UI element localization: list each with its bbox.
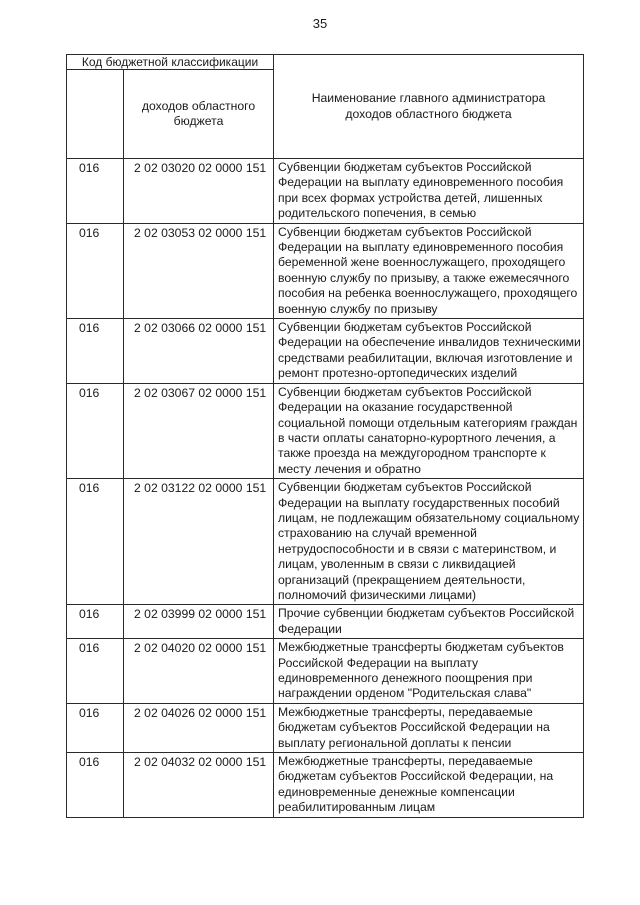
header-admin-name-line2: доходов областного бюджета xyxy=(345,106,512,121)
income-name-cell: Субвенции бюджетам субъектов Российской Федерации на выплату государственных пособий лицам, не подлежащим обязательному социальному страхованию на случай временной нетрудоспособности и в связи с материнством, и лицам, уволенным в связи с ликвидацией организаций (прекращением деятельности, полномочий физическими лицами) xyxy=(274,479,584,605)
income-name-cell: Межбюджетные трансферты бюджетам субъектов Российской Федерации на выплату единовременного денежного поощрения при награждении орденом "Родительская слава" xyxy=(274,639,584,704)
income-code-cell: 2 02 04020 02 0000 151 xyxy=(124,639,274,704)
table-row xyxy=(67,605,584,639)
income-name-cell: Прочие субвенции бюджетам субъектов Российской Федерации xyxy=(274,605,584,639)
income-name-cell: Субвенции бюджетам субъектов Российской Федерации на выплату единовременного пособия беременной жене военнослужащего, проходящего военную службу по призыву, а также ежемесячного пособия на ребенка военнослужащего, проходящего военную службу по призыву xyxy=(274,223,584,318)
header-admin-code xyxy=(67,70,124,159)
income-code-cell: 2 02 04026 02 0000 151 xyxy=(124,703,274,752)
income-name-cell: Субвенции бюджетам субъектов Российской Федерации на выплату единовременного пособия при всех формах устройства детей, лишенных родительского попечения, в семью xyxy=(274,159,584,224)
admin-code-cell: 016 xyxy=(67,319,124,384)
admin-code-cell: 016 xyxy=(67,479,124,605)
income-code-cell: 2 02 03122 02 0000 151 xyxy=(124,479,274,605)
budget-classification-table xyxy=(66,54,584,818)
header-budget-code-group: Код бюджетной классификации xyxy=(67,55,274,70)
header-income-code xyxy=(124,70,274,159)
admin-code-cell: 016 xyxy=(67,753,124,818)
income-code-cell: 2 02 03066 02 0000 151 xyxy=(124,319,274,384)
header-income-line2: бюджета xyxy=(173,114,224,128)
income-name-cell: Межбюджетные трансферты, передаваемые бюджетам субъектов Российской Федерации, на единовременные денежные компенсации реабилитированным лицам xyxy=(274,753,584,818)
income-name-cell: Межбюджетные трансферты, передаваемые бюджетам субъектов Российской Федерации на выплату региональной доплаты к пенсии xyxy=(274,703,584,752)
income-code-cell: 2 02 04032 02 0000 151 xyxy=(124,753,274,818)
admin-code-cell: 016 xyxy=(67,703,124,752)
income-code-cell: 2 02 03999 02 0000 151 xyxy=(124,605,274,639)
header-row-group xyxy=(67,55,584,70)
table-row xyxy=(67,223,584,318)
income-code-cell: 2 02 03053 02 0000 151 xyxy=(124,223,274,318)
admin-code-cell: 016 xyxy=(67,639,124,704)
table-row xyxy=(67,753,584,818)
header-admin-name xyxy=(274,55,584,159)
table-row xyxy=(67,383,584,478)
admin-code-cell: 016 xyxy=(67,605,124,639)
header-admin-name-line1: Наименование главного администратора xyxy=(311,91,546,106)
table-row xyxy=(67,159,584,224)
admin-code-cell: 016 xyxy=(67,383,124,478)
income-name-cell: Субвенции бюджетам субъектов Российской Федерации на оказание государственной социальной помощи отдельным категориям граждан в части оплаты санаторно-курортного лечения, а также проезда на междугородном транспорте к месту лечения и обратно xyxy=(274,383,584,478)
table-row xyxy=(67,479,584,605)
table-row xyxy=(67,703,584,752)
page-number: 35 xyxy=(312,16,328,31)
table-row xyxy=(67,319,584,384)
table-row xyxy=(67,639,584,704)
admin-code-cell: 016 xyxy=(67,223,124,318)
income-code-cell: 2 02 03020 02 0000 151 xyxy=(124,159,274,224)
income-code-cell: 2 02 03067 02 0000 151 xyxy=(124,383,274,478)
income-name-cell: Субвенции бюджетам субъектов Российской Федерации на обеспечение инвалидов техническими средствами реабилитации, включая изготовление и ремонт протезно-ортопедических изделий xyxy=(274,319,584,384)
header-income-line1: доходов областного xyxy=(141,98,256,113)
admin-code-cell: 016 xyxy=(67,159,124,224)
